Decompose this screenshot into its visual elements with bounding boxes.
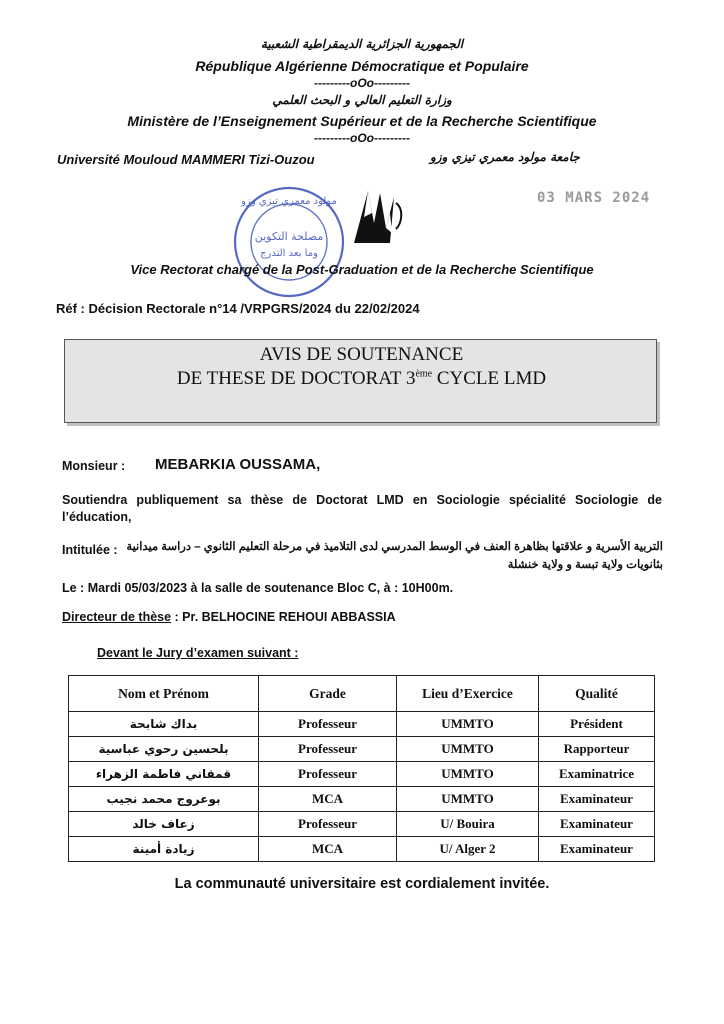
jury-member-role: Président <box>539 712 655 737</box>
arabic-university-name: جامعة مولود معمري تيزي وزو <box>430 150 580 164</box>
title-line-1: AVIS DE SOUTENANCE <box>259 344 464 365</box>
title-superscript: ème <box>415 368 433 380</box>
column-header-grade: Grade <box>259 676 397 712</box>
table-row <box>69 812 655 837</box>
jury-intro: Devant le Jury d’examen suivant : <box>97 646 299 660</box>
column-header-location: Lieu d’Exercice <box>397 676 539 712</box>
republic-heading: République Algérienne Démocratique et Populaire <box>195 58 529 74</box>
administrative-seal-icon <box>229 182 349 302</box>
candidate-label: Monsieur : <box>62 459 126 473</box>
title-line-2-part-a: DE THESE DE DOCTORAT 3 <box>176 368 416 389</box>
date-stamp: 03 MARS 2024 <box>537 190 651 206</box>
jury-member-role: Examinateur <box>539 812 655 837</box>
director-label: Directeur de thèse <box>62 610 172 624</box>
column-header-name: Nom et Prénom <box>69 676 259 712</box>
seal-text-top: مولود معمري تيزي وزو <box>241 196 337 207</box>
jury-member-name: بداك شابحة <box>69 712 259 737</box>
title-box <box>64 339 657 423</box>
seal-text-bottom: وما بعد التدرج <box>260 248 318 259</box>
separator: ---------oOo--------- <box>314 131 410 145</box>
jury-member-role: Examinateur <box>539 837 655 862</box>
director-name: : Pr. BELHOCINE REHOUI ABBASSIA <box>171 610 396 624</box>
title-line-2 <box>65 368 658 390</box>
jury-member-grade: MCA <box>259 787 397 812</box>
university-logo-icon <box>346 183 406 253</box>
ministry-heading: Ministère de l’Enseignement Supérieur et de la Recherche Scientifique <box>127 113 597 129</box>
closing-invitation: La communauté universitaire est cordialement invitée. <box>174 876 550 892</box>
table-row <box>69 787 655 812</box>
vice-rectorat-heading: Vice Rectorat chargé de la Post-Graduation et de la Recherche Scientifique <box>130 262 594 277</box>
jury-member-location: UMMTO <box>397 737 539 762</box>
table-row <box>69 837 655 862</box>
jury-member-name: زعاف خالد <box>69 812 259 837</box>
jury-member-grade: Professeur <box>259 712 397 737</box>
jury-member-grade: Professeur <box>259 737 397 762</box>
arabic-ministry-heading: وزارة التعليم العالي و البحث العلمي <box>272 93 452 107</box>
jury-member-grade: MCA <box>259 837 397 862</box>
jury-member-location: UMMTO <box>397 762 539 787</box>
title-label: Intitulée : <box>62 543 118 557</box>
jury-member-role: Rapporteur <box>539 737 655 762</box>
jury-member-name: قمقاني فاطمة الزهراء <box>69 762 259 787</box>
defense-date-location: Le : Mardi 05/03/2023 à la salle de soutenance Bloc C, à : 10H00m. <box>62 581 454 595</box>
thesis-title-arabic: التربية الأسرية و علاقتها بظاهرة العنف في الوسط المدرسي لدى التلاميذ في مرحلة التعليم الثانوي – دراسة ميدانية بثانويات ولاية تبسة و ولاية خنشلة <box>126 541 663 571</box>
column-header-role: Qualité <box>539 676 655 712</box>
seal-text-center: مصلحة التكوين <box>254 230 324 243</box>
separator: ---------oOo--------- <box>314 76 410 90</box>
jury-member-location: UMMTO <box>397 712 539 737</box>
jury-member-grade: Professeur <box>259 812 397 837</box>
table-row <box>69 737 655 762</box>
reference-line: Réf : Décision Rectorale n°14 /VRPGRS/2024 du 22/02/2024 <box>56 301 420 316</box>
title-line-2-part-b: CYCLE LMD <box>432 368 547 389</box>
university-name: Université Mouloud MAMMERI Tizi-Ouzou <box>57 152 315 167</box>
jury-member-location: UMMTO <box>397 787 539 812</box>
jury-member-name: بوعروج محمد نجيب <box>69 787 259 812</box>
director-line <box>62 610 396 624</box>
jury-member-grade: Professeur <box>259 762 397 787</box>
jury-member-name: بلحسين رحوي عباسية <box>69 737 259 762</box>
jury-member-role: Examinateur <box>539 787 655 812</box>
jury-member-role: Examinatrice <box>539 762 655 787</box>
jury-header-row <box>69 676 655 712</box>
arabic-republic-heading: الجمهورية الجزائرية الديمقراطية الشعبية <box>260 37 464 51</box>
table-row <box>69 712 655 737</box>
jury-member-location: U/ Bouira <box>397 812 539 837</box>
jury-member-name: زيادة أمينة <box>69 837 259 862</box>
jury-member-location: U/ Alger 2 <box>397 837 539 862</box>
jury-table <box>68 675 655 862</box>
defense-statement: Soutiendra publiquement sa thèse de Doctorat LMD en Sociologie spécialité Sociologie de l’éducation, <box>62 493 662 524</box>
table-row <box>69 762 655 787</box>
candidate-name: MEBARKIA OUSSAMA, <box>155 456 321 473</box>
